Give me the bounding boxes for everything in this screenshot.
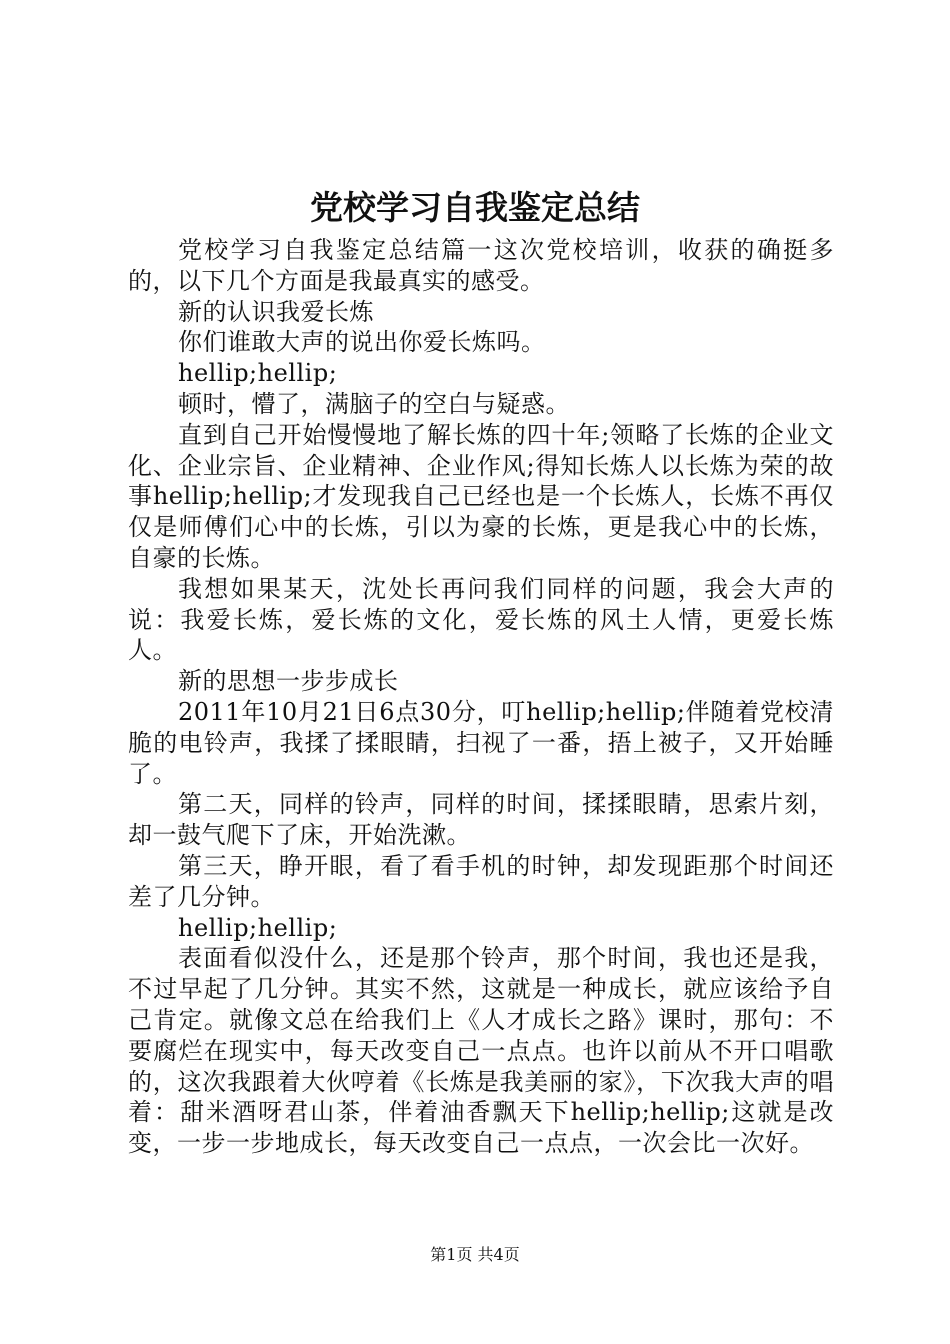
document-title: 党校学习自我鉴定总结: [310, 188, 640, 227]
paragraph: hellip;hellip;: [178, 359, 338, 388]
paragraph: 新的思想一步步成长: [178, 667, 399, 696]
paragraph: 你们谁敢大声的说出你爱长炼吗。: [178, 328, 546, 357]
paragraph: 表面看似没什么，还是那个铃声，那个时间，我也还是我，不过早起了几分钟。其实不然，这就是一种成长，就应该给予自己肯定。就像文总在给我们上《人才成长之路》课时，那句：不要腐烂在现实中，每天改变自己一点点。也许以前从不开口唱歌的，这次我跟着大伙哼着《长炼是我美丽的家》，下次我大声的唱着：甜米酒呀君山茶，伴着油香飘天下hellip;hellip;这就是改变，一步一步地成长，每天改变自己一点点，一次会比一次好。: [128, 944, 834, 1158]
paragraph: 2011年10月21日6点30分，叮hellip;hellip;伴随着党校清脆的电铃声，我揉了揉眼睛，扫视了一番，捂上被子，又开始睡了。: [128, 697, 834, 788]
paragraph: hellip;hellip;: [178, 913, 338, 942]
paragraph: 直到自己开始慢慢地了解长炼的四十年;领略了长炼的企业文化、企业宗旨、企业精神、企业作风;得知长炼人以长炼为荣的故事hellip;hellip;才发现我自己已经也是一个长炼人，长炼不再仅仅是师傅们心中的长炼，引以为豪的长炼，更是我心中的长炼，自豪的长炼。: [128, 420, 834, 572]
paragraph: 第三天，睁开眼，看了看手机的时钟，却发现距那个时间还差了几分钟。: [128, 851, 834, 911]
paragraph: 我想如果某天，沈处长再问我们同样的问题，我会大声的说：我爱长炼，爱长炼的文化，爱长炼的风土人情，更爱长炼人。: [128, 574, 834, 665]
paragraph: 新的认识我爱长炼: [178, 297, 374, 326]
paragraph: 第二天，同样的铃声，同样的时间，揉揉眼睛，思索片刻，却一鼓气爬下了床，开始洗漱。: [128, 790, 834, 850]
document-body: [128, 235, 834, 1159]
paragraph: 顿时，懵了，满脑子的空白与疑惑。: [178, 389, 570, 418]
paragraph: 党校学习自我鉴定总结篇一这次党校培训，收获的确挺多的，以下几个方面是我最真实的感受。: [128, 236, 834, 295]
page-number-footer: 第1页 共4页: [430, 1245, 520, 1264]
